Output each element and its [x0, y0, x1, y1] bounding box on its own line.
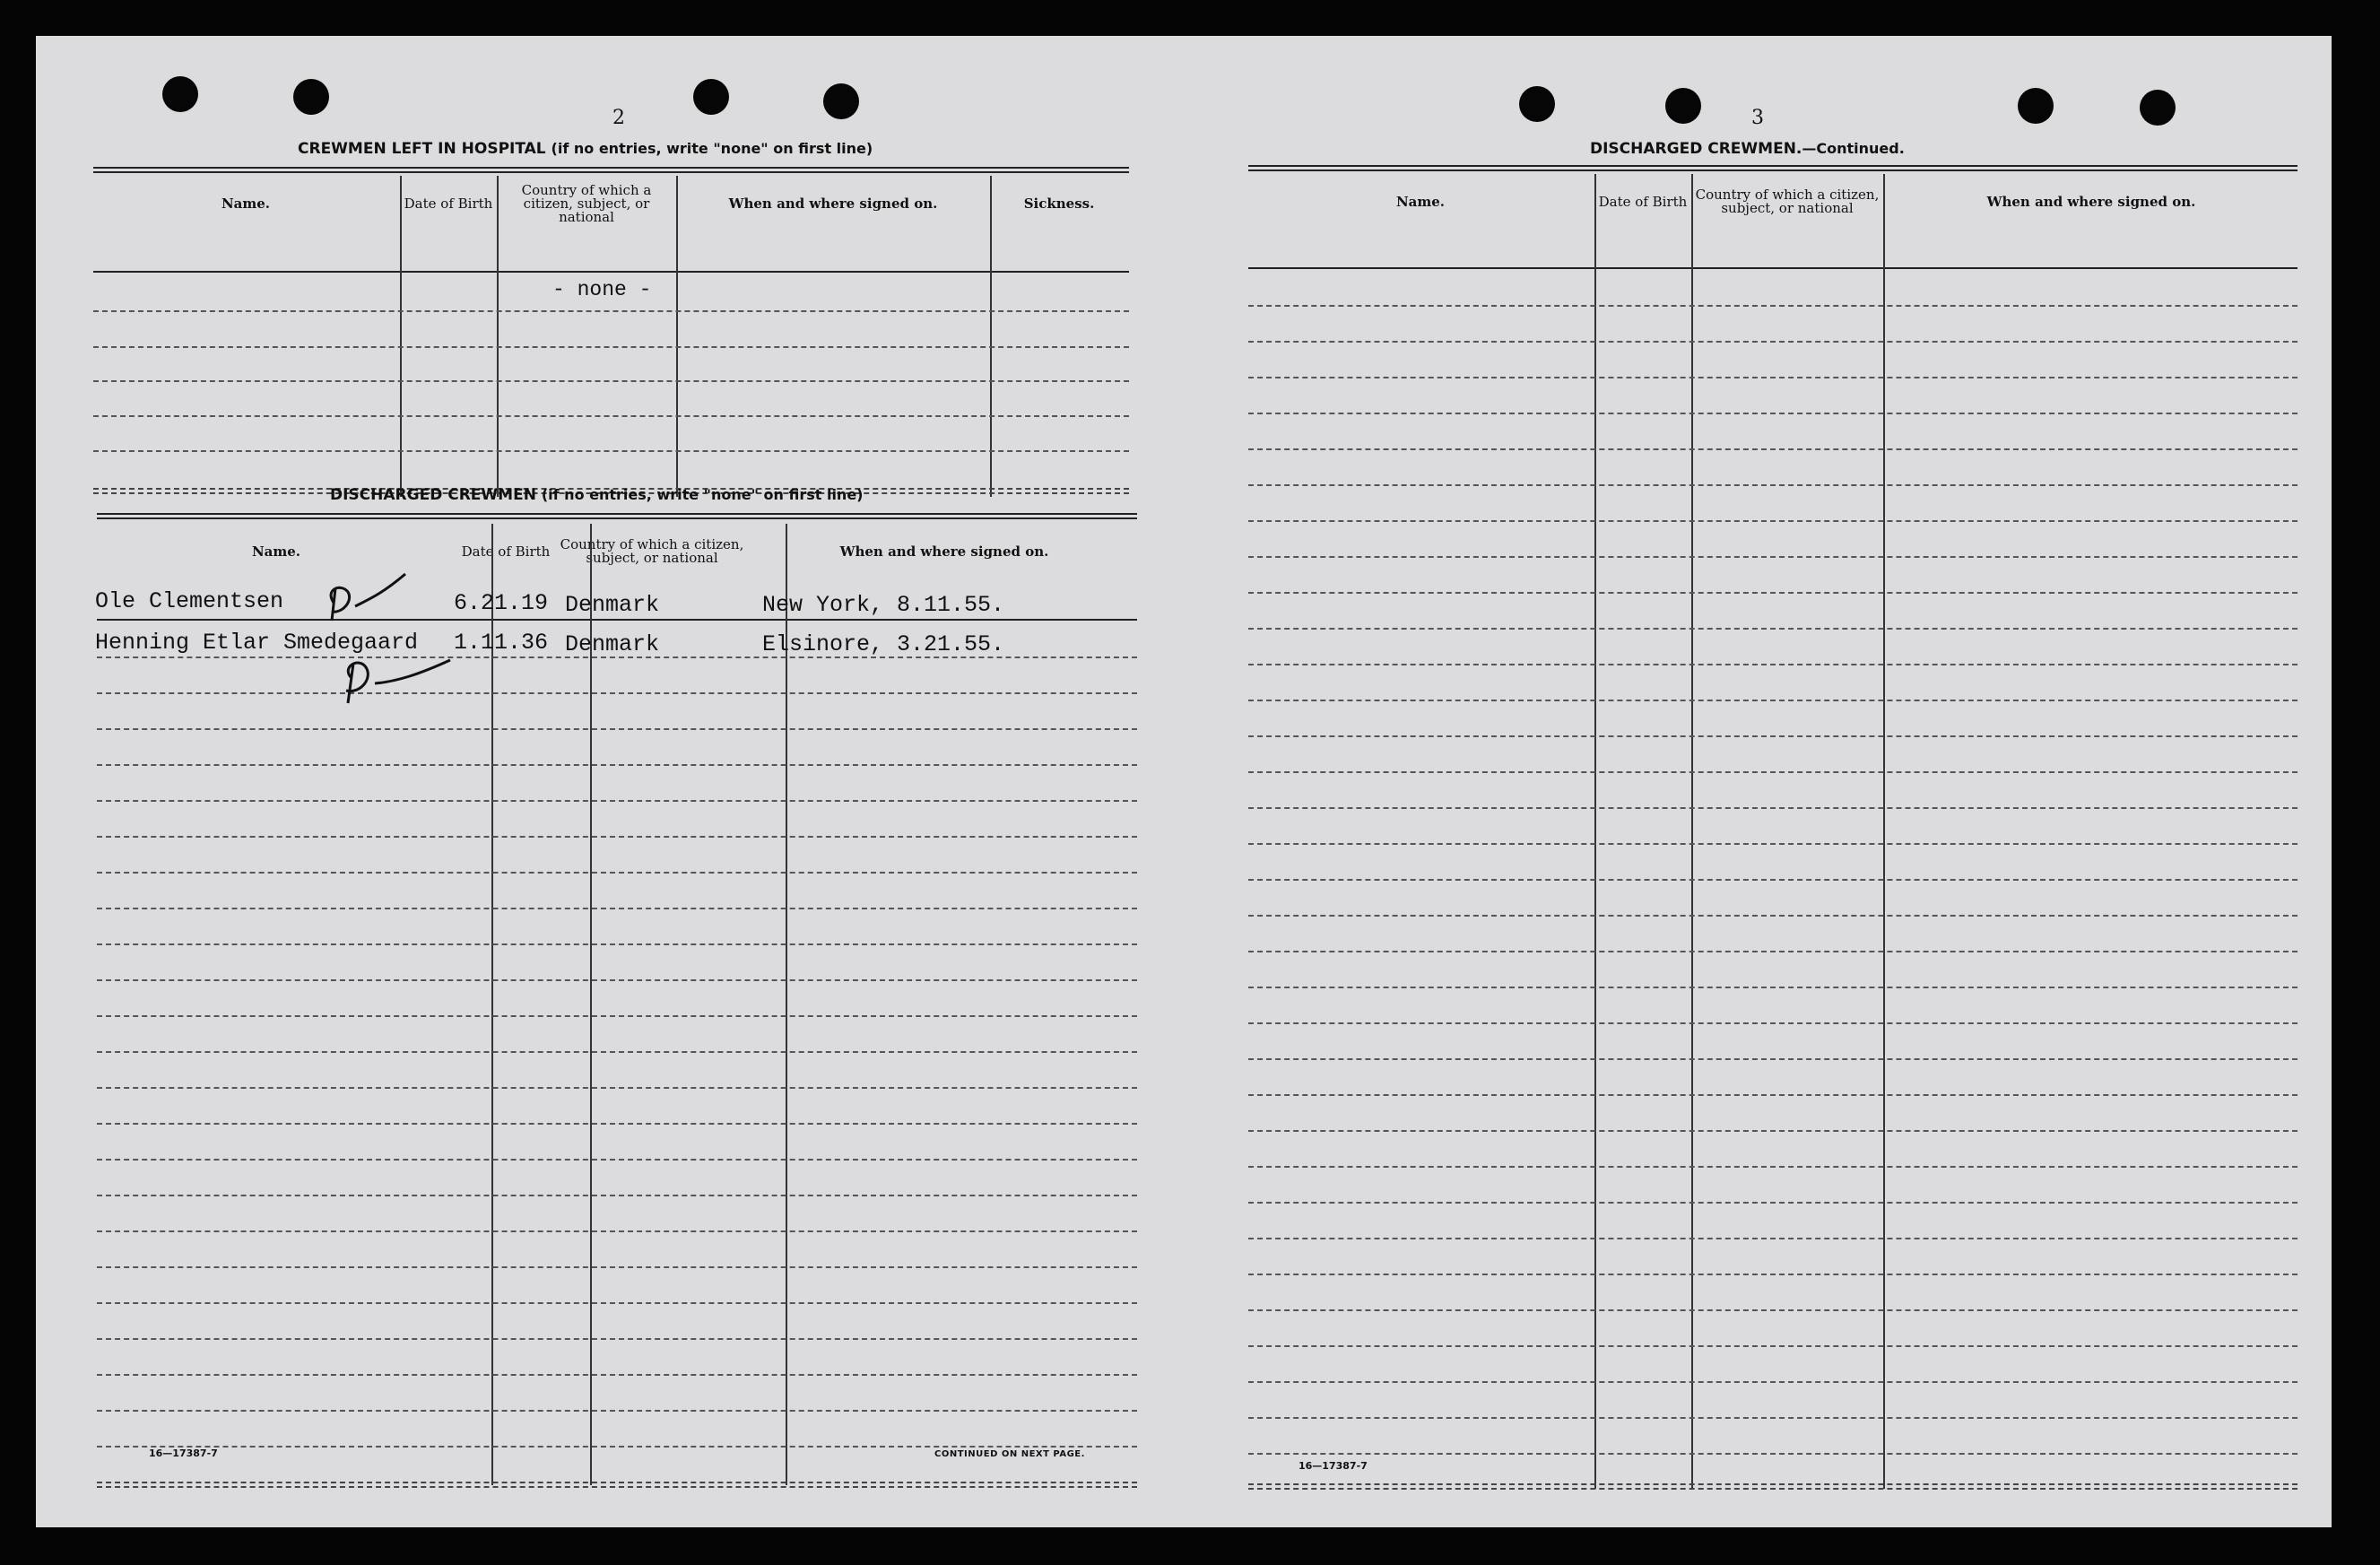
punch-hole: [1665, 88, 1701, 124]
discharged-table-header: [97, 524, 1137, 579]
punch-hole: [693, 79, 729, 115]
page-number-left: 2: [612, 107, 625, 129]
col-header-dob: Date of Birth: [461, 543, 551, 560]
col-header-country: Country of which a citizen, subject, or national: [1695, 187, 1880, 216]
col-header-name: Name.: [221, 195, 271, 212]
discharged-title-note: (if no entries, write "none" on first line): [541, 486, 864, 503]
punch-hole: [1519, 86, 1555, 122]
crew-signed-on: New York, 8.11.55.: [762, 592, 1005, 618]
discharged-continued-suffix: —Continued.: [1802, 140, 1905, 157]
crew-name: Henning Etlar Smedegaard: [95, 630, 419, 656]
continued-note: CONTINUED ON NEXT PAGE.: [934, 1449, 1085, 1459]
punch-hole: [823, 83, 859, 119]
hospital-title-text: CREWMEN LEFT IN HOSPITAL: [298, 140, 546, 158]
discharged-table-right: [1248, 165, 2297, 1492]
col-header-name: Name.: [1395, 193, 1446, 210]
discharged-table-left: [97, 513, 1137, 1489]
punch-hole: [2140, 90, 2176, 126]
page-number-right: 3: [1751, 107, 1764, 129]
crew-country: Denmark: [565, 592, 660, 618]
crew-dob: 1.11.36: [454, 630, 549, 656]
col-header-name: Name.: [251, 543, 301, 560]
punch-hole: [2018, 88, 2054, 124]
crew-country: Denmark: [565, 631, 660, 657]
handwritten-initials-mark: [334, 651, 459, 732]
punch-hole: [293, 79, 329, 115]
crew-dob: 6.21.19: [454, 590, 549, 616]
discharged-continued-header: [1248, 174, 2297, 230]
hospital-section-title: [298, 140, 873, 158]
col-header-sickness: Sickness.: [1023, 195, 1095, 212]
col-header-dob: Date of Birth: [404, 195, 493, 212]
col-header-signed: When and where signed on.: [728, 195, 938, 212]
col-header-signed: When and where signed on.: [839, 543, 1049, 560]
form-number-right: 16—17387-7: [1299, 1460, 1368, 1472]
discharged-section-title: [330, 486, 863, 504]
crew-signed-on: Elsinore, 3.21.55.: [762, 631, 1005, 657]
crew-name: Ole Clementsen: [95, 588, 284, 614]
discharged-continued-title: [1590, 140, 1905, 158]
col-header-country: Country of which a citizen, subject, or national: [560, 536, 744, 566]
punch-hole: [162, 76, 198, 112]
hospital-table-header: [93, 176, 1129, 231]
col-header-dob: Date of Birth: [1598, 193, 1688, 210]
hospital-table: [93, 167, 1129, 500]
discharged-title-text: DISCHARGED CREWMEN: [330, 486, 536, 504]
hospital-title-note: (if no entries, write "none" on first line): [551, 140, 873, 157]
form-number-left: 16—17387-7: [149, 1448, 218, 1459]
discharged-continued-title-text: DISCHARGED CREWMEN.: [1590, 140, 1802, 158]
handwritten-initials-mark: [316, 567, 423, 648]
col-header-signed: When and where signed on.: [1986, 193, 2196, 210]
manifest-sheet: [36, 36, 2332, 1527]
col-header-country: Country of which a citizen, subject, or national: [521, 181, 652, 225]
hospital-none-entry: - none -: [552, 278, 652, 301]
